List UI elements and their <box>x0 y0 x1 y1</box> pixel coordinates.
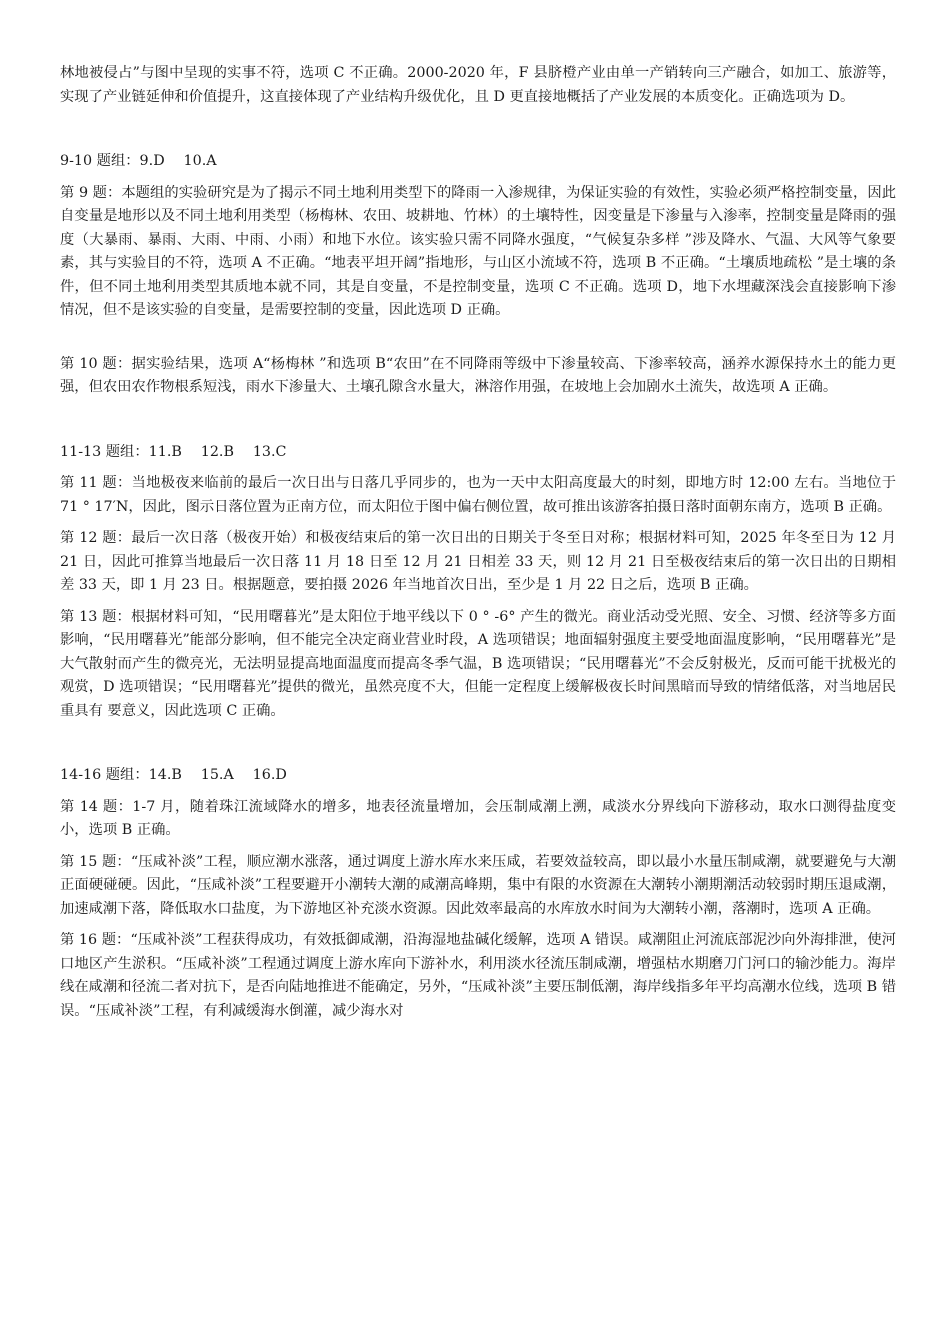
section-spacer <box>60 331 896 353</box>
paragraph-q16: 第 16 题：“压咸补淡”工程获得成功，有效抵御咸潮，沿海湿地盐碱化缓解，选项 A 错误。咸潮阻止河流底部泥沙向外海排泄，使河口地区产生淤积。“压咸补淡”工程通过调度上游水库向下游补水，利用淡水径流压制咸潮，增强枯水期磨刀门河口的输沙能力。海岸线在咸潮和径流二者对抗下，是否向陆地推进不能确定，另外，“压咸补淡”主要压制低潮，海岸线指多年平均高潮水位线，选项 B 错误。“压咸补淡”工程，有利减缓海水倒灌，减少海水对 <box>60 932 896 1019</box>
section-spacer <box>60 408 896 441</box>
paragraph-q15: 第 15 题：“压咸补淡”工程，顺应潮水涨落，通过调度上游水库水来压咸，若要效益较高，即以最小水量压制咸潮，就要避免与大潮正面硬碰硬。因此，“压咸补淡”工程要避开小潮转大潮的咸潮高峰期，集中有限的水资源在大潮转小潮期潮活动较弱时期压退咸潮，加速咸潮下落，降低取水口盐度，为下游地区补充淡水资源。因此效率最高的水库放水时间为大潮转小潮，落潮时，选项 A 正确。 <box>60 853 896 917</box>
document-page <box>60 62 896 1031</box>
group-heading-9-10: 9-10 题组：9.D 10.A <box>60 153 217 169</box>
paragraph-q12: 第 12 题：最后一次日落（极夜开始）和极夜结束后的第一次日出的日期关于冬至日对称；根据材料可知，2025 年冬至日为 12 月 21 日，因此可推算当地最后一次日落 11 月 18 日至 12 月 21 日相差 33 天，则 12 月 21 日至极夜结束后的第一次日出的日期相差 33 天，即 1 月 23 日。根据题意，要拍摄 2026 年当地首次日出，至少是 1 月 22 日之后，选项 B 正确。 <box>60 530 896 593</box>
group-heading-14-16: 14-16 题组：14.B 15.A 16.D <box>60 767 287 783</box>
paragraph-q11: 第 11 题：当地极夜来临前的最后一次日出与日落几乎同步的，也为一天中太阳高度最大的时刻，即地方时 12:00 左右。当地位于 71 ° 17′N，因此，图示日落位置为正南方位，而太阳位于图中偏右侧位置，故可推出该游客拍摄日落时面朝东南方，选项 B 正确。 <box>60 475 896 515</box>
paragraph-q14: 第 14 题：1-7 月，随着珠江流域降水的增多，地表径流量增加，会压制咸潮上溯，咸淡水分界线向下游移动，取水口测得盐度变小，选项 B 正确。 <box>60 798 896 838</box>
paragraph-q9: 第 9 题：本题组的实验研究是为了揭示不同土地利用类型下的降雨一入渗规律，为保证实验的有效性，实验必须严格控制变量，因此自变量是地形以及不同土地利用类型（杨梅林、农田、坡耕地、竹林）的土壤特性，因变量是下渗量与入渗率，控制变量是降雨的强度（大暴雨、暴雨、大雨、中雨、小雨）和地下水位。该实验只需不同降水强度，“气候复杂多样 ”涉及降水、气温、大风等气象要素，其与实验目的不符，选项 A 不正确。“地表平坦开阔”指地形，与山区小流域不符，选项 B 不正确。“土壤质地疏松 ”是土壤的条件，但不同土地利用类型其质地本就不同，其是自变量，不是控制变量，选项 C 不正确。选项 D，地下水埋藏深浅会直接影响下渗情况，但不是该实验的自变量，是需要控制的变量，因此选项 D 正确。 <box>60 184 896 318</box>
paragraph-prev-answer-tail: 林地被侵占”与图中呈现的实事不符，选项 C 不正确。2000-2020 年，F 县脐橙产业由单一产销转向三产融合，如加工、旅游等，实现了产业链延伸和价值提升，这直接体现了产业结构升级优化，且 D 更直接地概括了产业发展的本质变化。正确选项为 D。 <box>60 65 896 105</box>
section-spacer <box>60 117 896 150</box>
group-heading-11-13: 11-13 题组：11.B 12.B 13.C <box>60 443 287 460</box>
paragraph-q10: 第 10 题：据实验结果，选项 A“杨梅林 ”和选项 B“农田”在不同降雨等级中下渗量较高、下渗率较高，涵养水源保持水土的能力更强，但农田农作物根系短浅，雨水下渗量大、土壤孔隙含水量大，淋溶作用强，在坡地上会加剧水土流失，故选项 A 正确。 <box>60 355 896 395</box>
section-spacer <box>60 731 896 764</box>
paragraph-q13: 第 13 题：根据材料可知，“民用曙暮光”是太阳位于地平线以下 0 ° -6° 产生的微光。商业活动受光照、安全、习惯、经济等多方面影响，“民用曙暮光”能部分影响，但不能完全决定商业营业时段，A 选项错误；地面辐射强度主要受地面温度影响，“民用曙暮光”是大气散射而产生的微亮光，无法明显提高地面温度而提高冬季气温，B 选项错误；“民用曙暮光”不会反射极光，反而可能干扰极光的观赏，D 选项错误；“民用曙暮光”提供的微光，虽然亮度不大，但能一定程度上缓解极夜长时间黑暗而导致的情绪低落，对当地居民重具有 要意义，因此选项 C 正确。 <box>60 608 896 719</box>
